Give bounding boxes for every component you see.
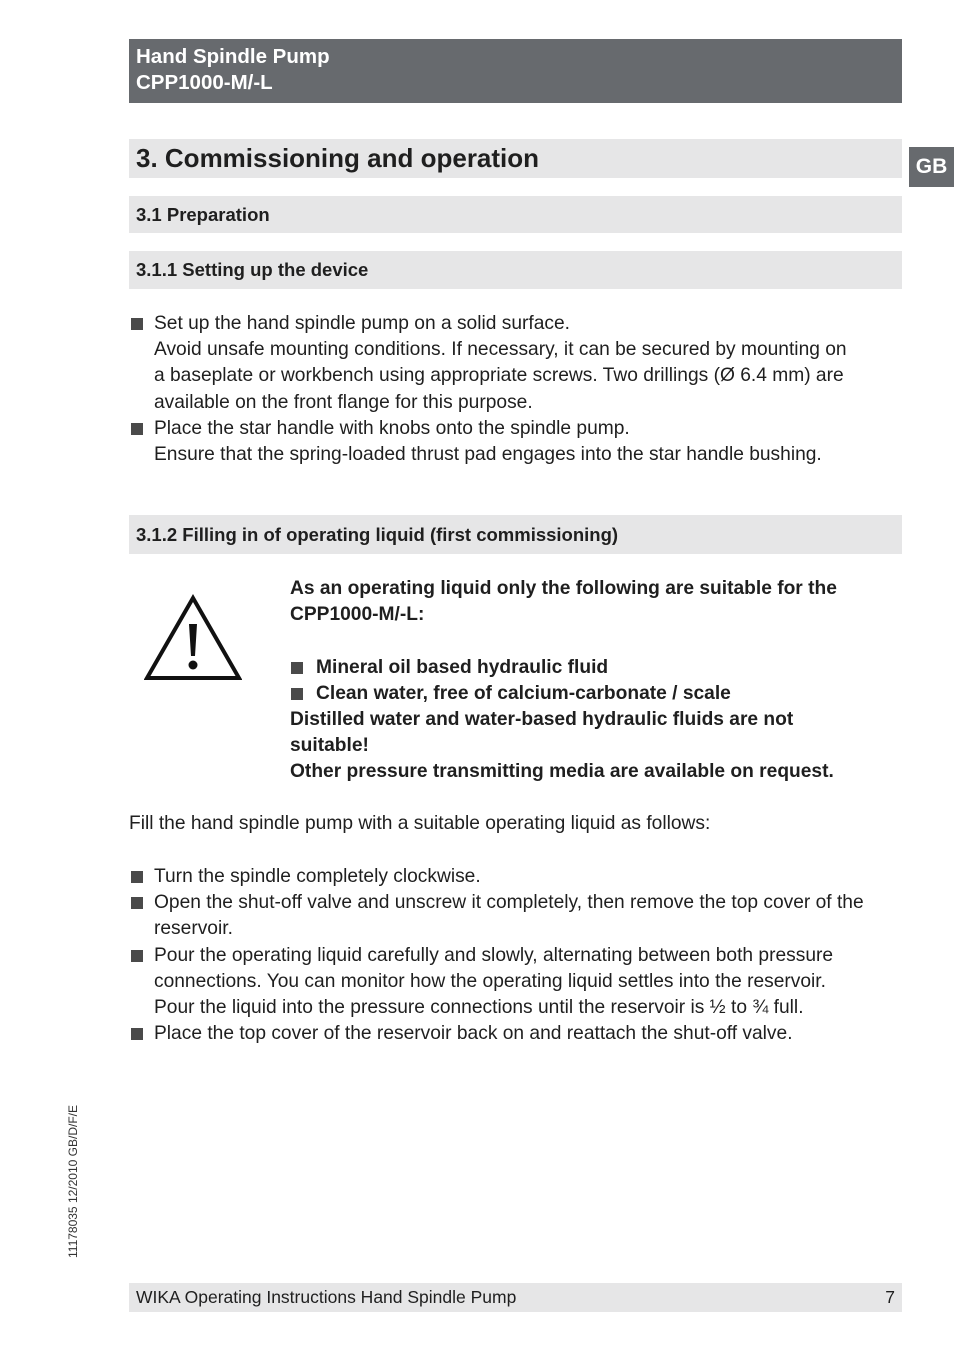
fill-steps-list (129, 864, 904, 1047)
fill-intro-text: Fill the hand spindle pump with a suitable operating liquid as follows: (129, 813, 711, 834)
list-item (129, 864, 904, 890)
list-item-line: reservoir. (154, 918, 233, 940)
header-title: Hand Spindle Pump (136, 45, 330, 68)
list-item-line: Pour the operating liquid carefully and slowly, alternating between both pressure (154, 944, 834, 966)
square-bullet-icon (291, 688, 303, 700)
page-number: 7 (885, 1287, 895, 1307)
list-item-line: Turn the spindle completely clockwise. (154, 866, 481, 887)
square-bullet-icon (131, 871, 143, 883)
subsubsection-heading-setting-up: 3.1.1 Setting up the device (129, 251, 902, 289)
list-item-line: Pour the liquid into the pressure connections until the reservoir is ½ to ¾ full. (154, 997, 804, 1019)
list-item-line: connections. You can monitor how the operating liquid settles into the reservoir. (154, 970, 826, 992)
warning-notice (290, 576, 902, 786)
list-item-line: Open the shut-off valve and unscrew it completely, then remove the top cover of the (154, 892, 864, 914)
setup-steps-list (129, 311, 904, 468)
warning-intro-line: As an operating liquid only the following are suitable for the (290, 578, 837, 599)
subsubsection-heading-filling: 3.1.2 Filling in of operating liquid (first commissioning) (129, 515, 902, 554)
list-item (129, 416, 904, 468)
square-bullet-icon (291, 662, 303, 674)
list-item (129, 943, 904, 1022)
warning-note-line: suitable! (290, 735, 369, 757)
square-bullet-icon (131, 318, 143, 330)
language-tab: GB (909, 147, 954, 187)
square-bullet-icon (131, 423, 143, 435)
warning-bullet-text: Mineral oil based hydraulic fluid (316, 656, 609, 678)
list-item-line: Avoid unsafe mounting conditions. If necessary, it can be secured by mounting on (154, 339, 847, 361)
list-item (129, 311, 904, 416)
spacer (290, 628, 902, 654)
warning-note-line: Other pressure transmitting media are available on request. (290, 761, 834, 783)
square-bullet-icon (131, 950, 143, 962)
footer-title: WIKA Operating Instructions Hand Spindle Pump (136, 1287, 517, 1307)
list-item-line: Place the top cover of the reservoir back on and reattach the shut-off valve. (154, 1023, 793, 1045)
list-item (129, 1021, 904, 1047)
document-header (129, 39, 902, 103)
page-footer (129, 1283, 902, 1312)
warning-bullet-text: Clean water, free of calcium-carbonate / scale (316, 682, 731, 704)
document-code: 11178035 12/2010 GB/D/F/E (66, 1105, 80, 1258)
list-item-line: available on the front flange for this purpose. (154, 391, 533, 413)
warning-bullet-item (290, 681, 902, 707)
list-item (129, 890, 904, 942)
square-bullet-icon (131, 897, 143, 909)
warning-intro-line: CPP1000-M/-L: (290, 604, 425, 626)
subsection-heading-preparation: 3.1 Preparation (129, 196, 902, 233)
warning-note-line: Distilled water and water-based hydraulic fluids are not (290, 709, 794, 730)
warning-triangle-icon (144, 594, 242, 682)
list-item-line: a baseplate or workbench using appropriate screws. Two drillings (Ø 6.4 mm) are (154, 365, 844, 387)
section-heading: 3. Commissioning and operation (129, 139, 902, 178)
list-item-line: Place the star handle with knobs onto the spindle pump. (154, 417, 630, 439)
square-bullet-icon (131, 1028, 143, 1040)
list-item-line: Ensure that the spring-loaded thrust pad engages into the star handle bushing. (154, 444, 822, 466)
warning-bullet-item (290, 655, 902, 681)
header-model: CPP1000-M/-L (136, 71, 273, 94)
list-item-line: Set up the hand spindle pump on a solid surface. (154, 313, 571, 334)
